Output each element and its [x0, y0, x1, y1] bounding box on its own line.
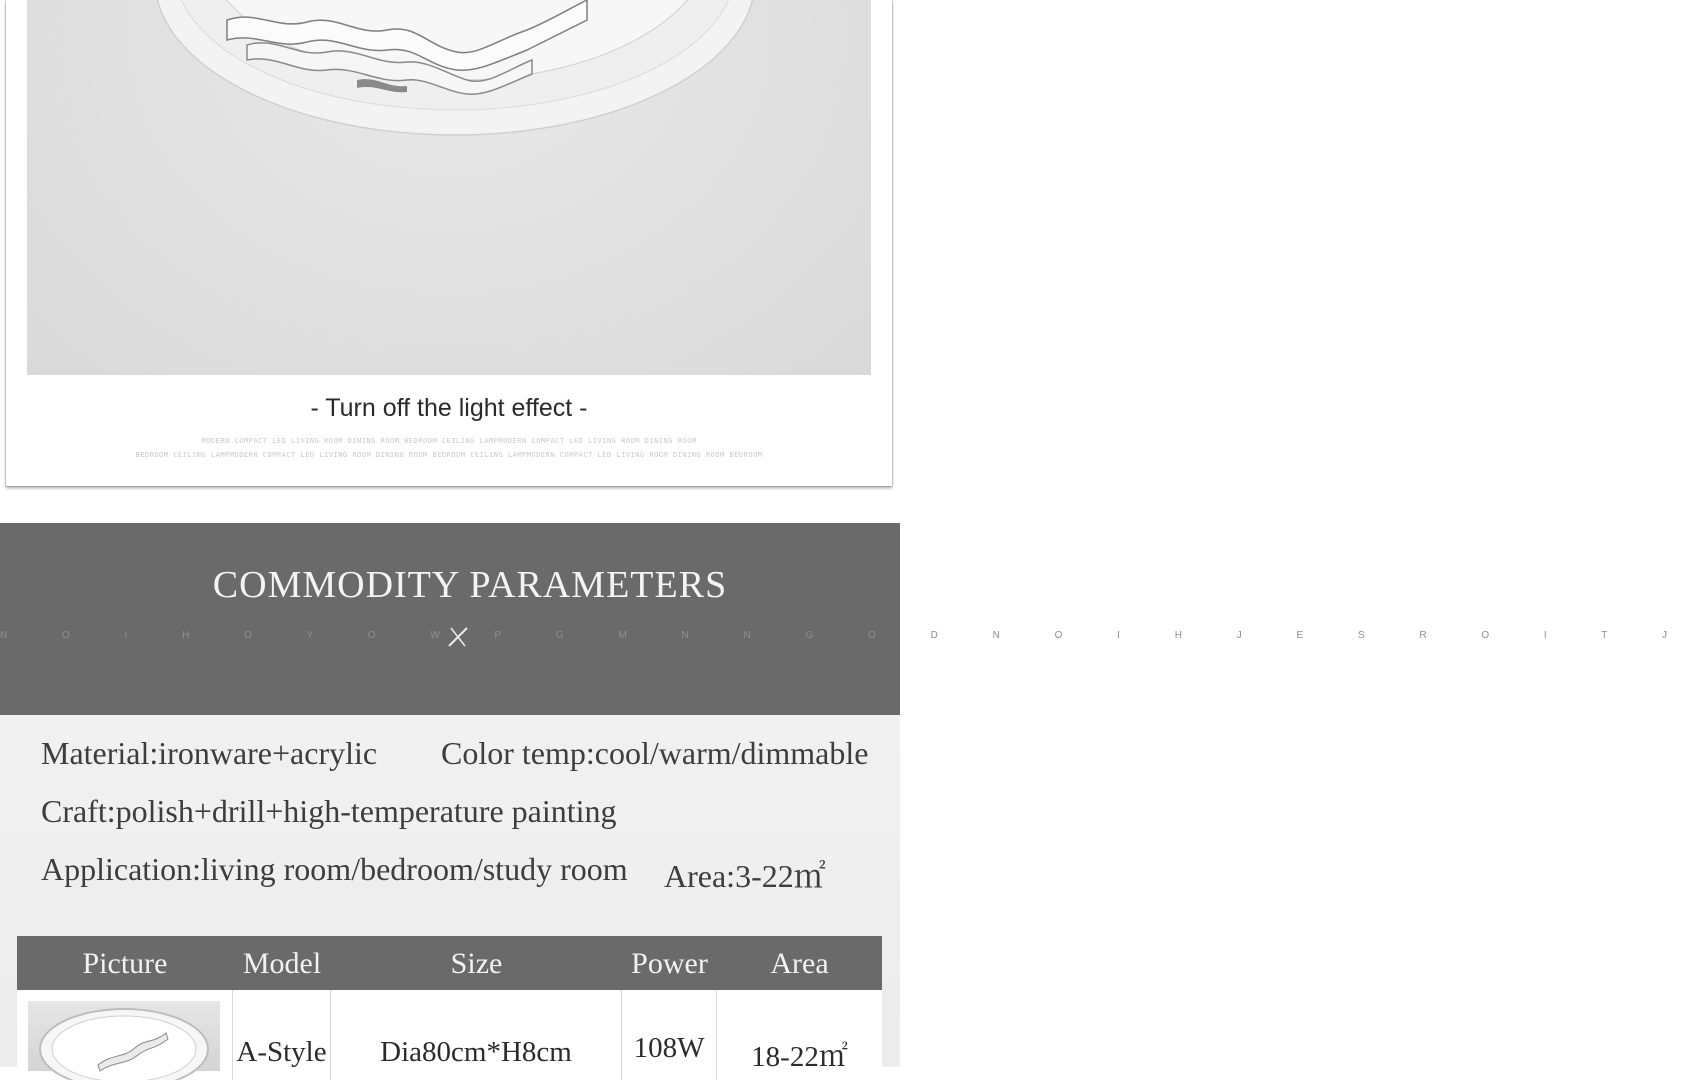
param-color-temp: Color temp:cool/warm/dimmable	[441, 735, 869, 771]
lamp-illustration	[27, 0, 871, 375]
spec-table	[17, 936, 882, 1073]
table-row	[17, 990, 882, 1080]
header-size: Size	[450, 947, 503, 980]
commodity-parameters-banner	[0, 523, 1693, 715]
decorative-letters: N O I H O Y O W P G M N N G O D N O I H J E S R O I T J	[0, 630, 1693, 641]
size-value: Dia80cm*H8cm	[380, 1036, 572, 1068]
decorative-text-line: BEDROOM CEILING LAMPMODERN COMPACT LED LIVING ROOM DINING ROOM BEDROOM CEILING LAMPMODERN COMPACT LED LIVING ROOM DINING ROOM BEDROOM	[135, 451, 763, 459]
header-model: Model	[242, 947, 322, 980]
lamp-thumbnail-icon	[28, 1001, 220, 1071]
header-power: Power	[631, 947, 708, 980]
param-craft: Craft:polish+drill+high-temperature painting	[41, 793, 617, 829]
cell-size	[331, 990, 622, 1080]
cell-picture	[17, 990, 233, 1080]
lamp-off-photo	[27, 0, 871, 375]
cell-area	[717, 990, 882, 1080]
table-header	[17, 936, 882, 990]
cross-icon	[446, 625, 470, 649]
area-value: 18-22㎡	[751, 1041, 848, 1073]
param-material: Material:ironware+acrylic	[41, 735, 378, 771]
header-area: Area	[770, 947, 829, 980]
section-title: COMMODITY PARAMETERS	[212, 564, 728, 606]
header-picture: Picture	[82, 947, 168, 980]
power-value: 108W	[633, 1032, 705, 1064]
cell-model	[233, 990, 331, 1080]
param-application: Application:living room/bedroom/study room	[41, 851, 628, 887]
product-photo-card	[6, 0, 892, 486]
model-value: A-Style	[236, 1036, 327, 1068]
cell-power	[622, 990, 717, 1080]
photo-caption: - Turn off the light effect -	[310, 394, 588, 422]
param-area: Area:3-22㎡	[664, 858, 826, 894]
decorative-text-line: MODERN COMPACT LED LIVING ROOM DINING ROOM BEDROOM CEILING LAMPMODERN COMPACT LED LIVING ROOM DINING ROOM	[201, 437, 697, 445]
product-thumbnail	[28, 1001, 220, 1071]
